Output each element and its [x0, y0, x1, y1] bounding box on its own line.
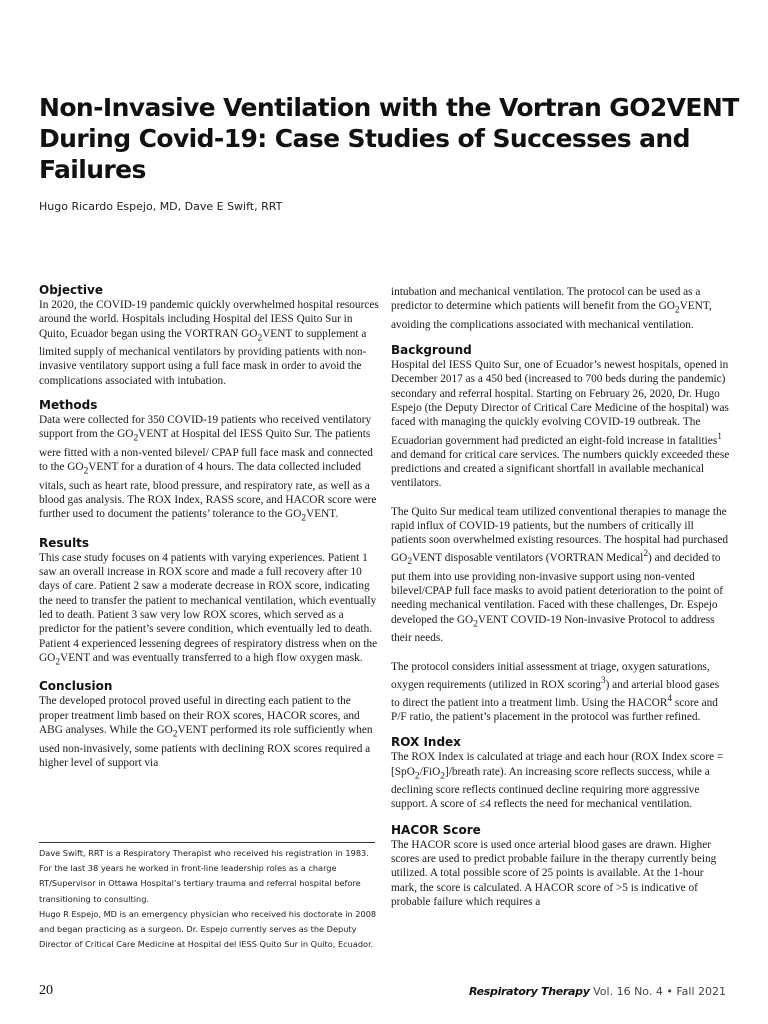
methods-heading: Methods	[39, 398, 98, 413]
rox-index-text: The ROX Index is calculated at triage and each hour (ROX Index score = [SpO$_2$/FiO$_2$]/breath rate). An increasing score reflects success, while a declining score reflects continued decline requiring more aggressive support. A score of ≤4 reflects the need for mechanical ventilation.	[391, 751, 724, 811]
journal-name: Respiratory Therapy	[468, 985, 590, 998]
footnote-divider	[39, 842, 375, 843]
footer-separator: •	[666, 985, 673, 998]
author-list: Hugo Ricardo Espejo, MD, Dave E Swift, RRT	[39, 200, 283, 213]
background-heading: Background	[391, 343, 472, 358]
running-footer	[469, 985, 726, 998]
background-paragraph-1: Hospital del IESS Quito Sur, one of Ecuador’s newest hospitals, opened in December 2017 as a 450 bed (increased to 700 beds during the pandemic) secondary and referral hospital. Starting on February 26, 2020, Dr. Hugo Espejo (the Deputy Director of Critical Care Medicine of the hospital) was faced with managing the quickly evolving COVID-19 outbreak. The Ecuadorian government had predicted an eight-fold increase in fatalities$^1$ and demand for critical care services. The numbers quickly exceeded these predictions and created a significant shortfall in available mechanical ventilators.	[391, 359, 730, 490]
methods-text: Data were collected for 350 COVID-19 patients who received ventilatory support from the $GO_2VENT$ at Hospital del IESS Quito Sur. The patients were fitted with a non-vented bilevel/ CPAP full face mask and connected to the $GO_2VENT$ for a duration of 4 hours. The data collected included vitals, such as heart rate, blood pressure, and respiratory rate, as well as a blood gas analysis. The ROX Index, RASS score, and HACOR score were further used to document the patients’ tolerance to the $GO_2VENT$.	[39, 414, 377, 524]
page-number: 20	[39, 983, 53, 998]
objective-continued-text: intubation and mechanical ventilation. The protocol can be used as a predictor to determine which patients will benefit from the $GO_2VENT$, avoiding the complications associated with mechanical ventilation.	[391, 286, 712, 331]
objective-heading: Objective	[39, 283, 103, 297]
footnote-swift: Dave Swift, RRT is a Respiratory Therapist who received his registration in 1983. For the last 38 years he worked in front-line leadership roles as a charge RT/Supervisor in Ottawa Hospital’s tertiary trauma and referral hospital before transitioning to consulting.	[39, 848, 369, 904]
author-footnotes	[39, 846, 384, 952]
footnote-espejo: Hugo R Espejo, MD is an emergency physician who received his doctorate in 2008 and began practicing as a surgeon. Dr. Espejo currently serves as the Deputy Director of Critical Care Medicine at Hospital del IESS Quito Sur in Quito, Ecuador.	[39, 908, 377, 950]
background-paragraph-3: The protocol considers initial assessment at triage, oxygen saturations, oxygen requirements (utilized in ROX scoring$^3$) and arterial blood gases to direct the patient into a treatment limb. Using the HACOR$^4$ score and P/F ratio, the patient’s placement in the protocol was further refined.	[391, 660, 720, 723]
right-column	[391, 285, 730, 909]
background-paragraph-2: The Quito Sur medical team utilized conventional therapies to manage the rapid influx of COVID-19 patients, but the numbers of critically ill patients soon overwhelmed existing resources. The hospital had purchased $GO_2VENT$ disposable ventilators (VORTRAN Medical$^2$) and decided to put them into use providing non-invasive support using non-vented bilevel/CPAP full face masks to avoid patient deterioration to the point of needing mechanical ventilation. Faced with these challenges, Dr. Espejo developed the $GO_2VENT$ COVID-19 Non-invasive Protocol to address their needs.	[391, 505, 729, 645]
results-text: This case study focuses on 4 patients with varying experiences. Patient 1 saw an overall increase in ROX score and made a full recovery after 10 days of care. Patient 2 saw a moderate decrease in ROX score, indicating the need to transfer the patient to mechanical ventilation, which eventually led to death. Patient 3 saw very low ROX scores, which served as a predictor for the patient’s severe condition, which eventually led to death. Patient 4 experienced lessening degrees of respiratory distress when on the $GO_2VENT$ and was eventually transferred to a high flow oxygen mask.	[39, 551, 378, 668]
objective-text: In 2020, the COVID-19 pandemic quickly overwhelmed hospital resources around the world. Hospitals including Hospital del IESS Quito Sur in Quito, Ecuador began using the VORTRAN $GO_2VENT$ to supplement a limited supply of mechanical ventilators by providing patients with non-invasive ventilatory support using a full face mask in order to avoid the complications associated with intubation.	[39, 299, 379, 387]
issue-date: Fall 2021	[676, 985, 726, 998]
issue-info: Vol. 16 No. 4	[593, 985, 663, 998]
conclusion-text: The developed protocol proved useful in directing each patient to the proper treatment limb based on their ROX scores, HACOR scores, and ABG analyses. While the $GO_2VENT$ performed its role sufficiently when used non-invasively, some patients with declining ROX scores required a higher level of support via	[39, 695, 373, 769]
results-heading: Results	[39, 535, 90, 550]
hacor-score-heading: HACOR Score	[391, 822, 481, 837]
rox-index-heading: ROX Index	[391, 735, 461, 750]
left-column	[39, 283, 379, 770]
conclusion-heading: Conclusion	[39, 679, 113, 694]
hacor-score-text: The HACOR score is used once arterial blood gases are drawn. Higher scores are used to predict probable failure in the therapy currently being utilized. A total possible score of 25 points is available. At the 1-hour mark, the score is calculated. A HACOR score of >5 is indicative of probable failure which requires a	[391, 838, 717, 908]
article-title: Non-Invasive Ventilation with the Vortran GO2VENT During Covid-19: Case Studies of Successes and Failures	[39, 93, 739, 184]
